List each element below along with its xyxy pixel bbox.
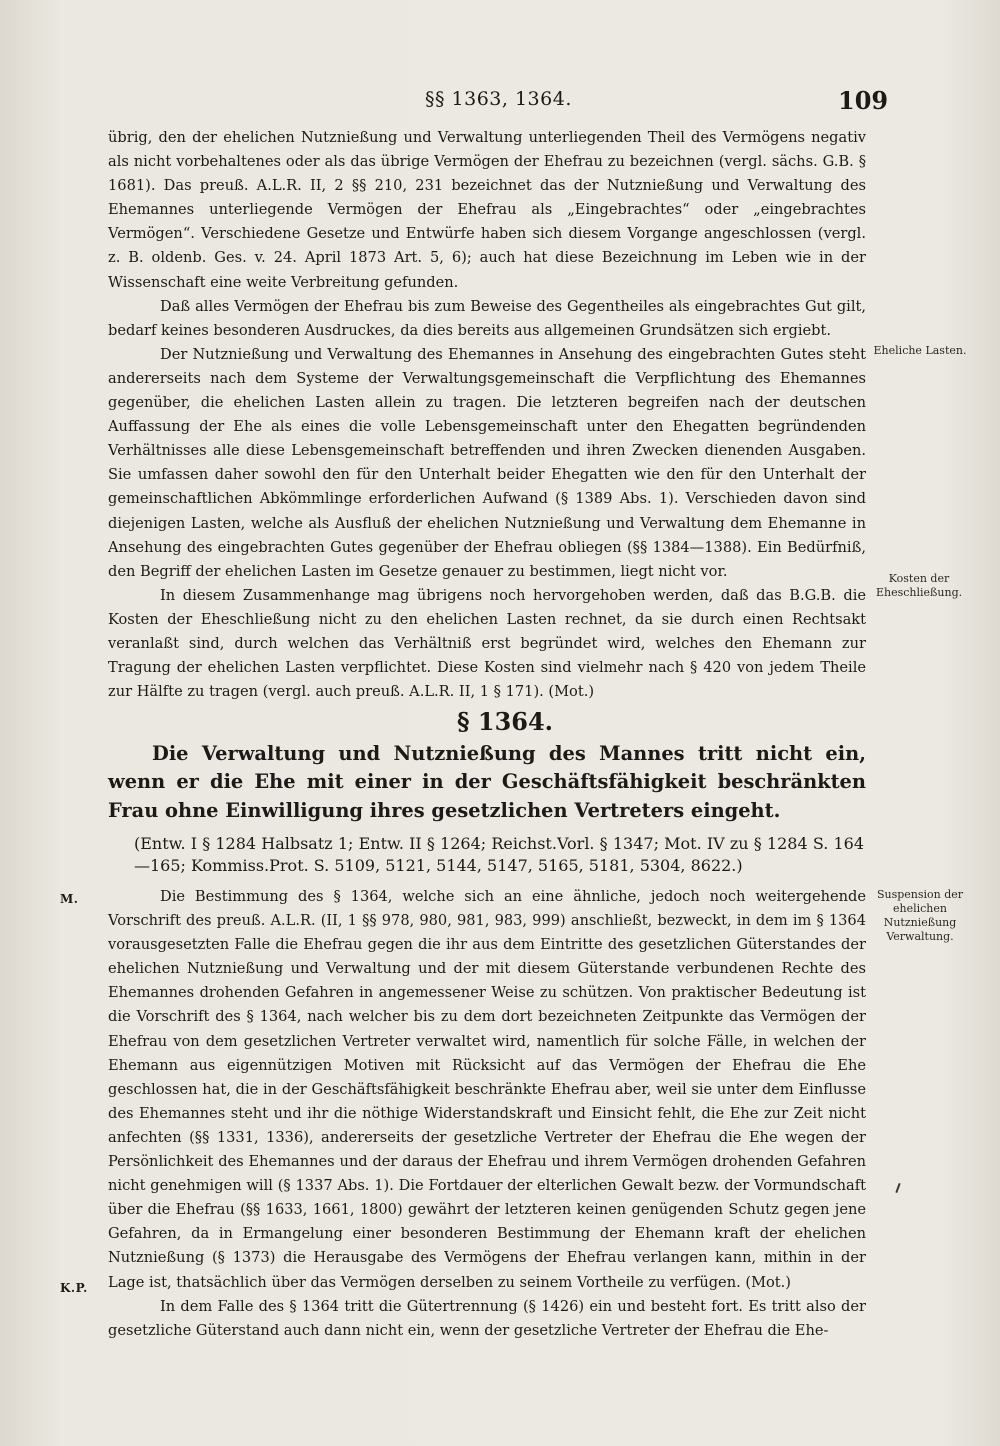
page-number: 109 [838, 86, 889, 115]
source-mark-m: M. [60, 892, 79, 906]
running-header [0, 88, 1000, 118]
legislative-references: (Entw. I § 1284 Halbsatz 1; Entw. II § 1264; Reichst.Vorl. § 1347; Mot. IV zu § 1284 S. 164—165; Kommiss.Prot. S. 5109, 5121, 5144, 5147, 5165, 5181, 5304, 8622.) [134, 834, 864, 875]
source-mark-kp: K.P. [60, 1281, 88, 1295]
section-1364-commentary [108, 885, 866, 1343]
paragraph: In dem Falle des § 1364 tritt die Gütertrennung (§ 1426) ein und besteht fort. Es tritt also der gesetzliche Güterstand auch dann nicht ein, wenn der gesetzliche Vertreter der Ehefrau die Ehe- [108, 1297, 866, 1339]
statute-text: Die Verwaltung und Nutznießung des Mannes tritt nicht ein, wenn er die Ehe mit einer in der Geschäftsfähigkeit beschränkten Frau ohne Einwilligung ihres gesetzlichen Vertreters eingeht. [108, 742, 866, 822]
ink-mark [895, 1183, 900, 1193]
paragraph: übrig, den der ehelichen Nutznießung und Verwaltung unterliegenden Theil des Vermögens negativ als nicht vorbehaltenes oder als das übrige Vermögen der Ehefrau zu bezeichnen (vergl. sächs. G.B. § 1681). Das preuß. A.L.R. II, 2 §§ 210, 231 bezeichnet das der Nutznießung und Verwaltung des Ehemannes unterliegende Vermögen der Ehefrau als „Eingebrachtes“ oder „eingebrachtes Vermögen“. Verschiedene Gesetze und Entwürfe haben sich diesem Vorgange angeschlossen (vergl. z. B. oldenb. Ges. v. 24. April 1873 Art. 5, 6); auch hat diese Bezeichnung im Leben wie in der Wissenschaft eine weite Verbreitung gefunden. [108, 129, 866, 291]
paragraph: Der Nutznießung und Verwaltung des Ehemannes in Ansehung des eingebrachten Gutes steht andererseits nach dem Systeme der Verwaltungsgemeinschaft die Verpflichtung des Ehemannes gegenüber, die ehelichen Lasten allein zu tragen. Die letzteren begreifen nach der deutschen Auffassung der Ehe als eines die volle Lebensgemeinschaft unter den Ehegatten begründenden Verhältnisses alle diese Lebensgemeinschaft betreffenden und ihren Zwecken dienenden Ausgaben. Sie umfassen daher sowohl den für den Unterhalt beider Ehegatten wie den für den Unterhalt der gemeinschaftlichen Abkömmlinge erforderlichen Aufwand (§ 1389 Abs. 1). Verschieden davon sind diejenigen Lasten, welche als Ausfluß der ehelichen Nutznießung und Verwaltung dem Ehemanne in Ansehung des eingebrachten Gutes gegenüber der Ehefrau obliegen (§§ 1384—1388). Ein Bedürfniß, den Begriff der ehelichen Lasten im Gesetze genauer zu bestimmen, liegt nicht vor. [108, 345, 866, 580]
margin-note-eheliche-lasten: Eheliche Lasten. [873, 344, 967, 357]
paragraph: Die Bestimmung des § 1364, welche sich an eine ähnliche, jedoch noch weitergehende Vorschrift des preuß. A.L.R. (II, 1 §§ 978, 980, 981, 983, 999) anschließt, bezweckt, in dem im § 1364 vorausgesetzten Falle die Ehefrau gegen die ihr aus dem Eintritte des gesetzlichen Güterstandes der ehelichen Nutznießung und Verwaltung und der mit diesem Güterstande verbundenen Rechte des Ehemannes drohenden Gefahren in angemessener Weise zu schützen. Von praktischer Bedeutung ist die Vorschrift des § 1364, nach welcher bis zu dem dort bezeichneten Zeitpunkte das Vermögen der Ehefrau von dem gesetzlichen Vertreter verwaltet wird, namentlich für solche Fälle, in welchen der Ehemann aus eigennützigen Motiven mit Rücksicht auf das Vermögen der Ehefrau die Ehe geschlossen hat, die in der Geschäftsfähigkeit beschränkte Ehefrau aber, weil sie unter dem Einflusse des Ehemannes steht und ihr die nöthige Widerstandskraft und Einsicht fehlt, die Ehe zur Zeit nicht anfechten (§§ 1331, 1336), andererseits der gesetzliche Vertreter der Ehefrau die Ehe wegen der Persönlichkeit des Ehemannes und der daraus der Ehefrau und ihrem Vermögen drohenden Gefahren nicht genehmigen will (§ 1337 Abs. 1). Die Fortdauer der elterlichen Gewalt bezw. der Vormundschaft über die Ehefrau (§§ 1633, 1661, 1800) gewährt der letzteren keinen genügenden Schutz gegen jene Gefahren, da in Ermangelung einer besonderen Bestimmung der Ehemann kraft der ehelichen Nutznießung (§ 1373) die Herausgabe des Vermögens der Ehefrau verlangen kann, mithin in der Lage ist, thatsächlich über das Vermögen derselben zu seinem Vortheile zu verfügen. (Mot.) [108, 888, 866, 1291]
section-1363-commentary [108, 126, 866, 704]
paragraph: In diesem Zusammenhange mag übrigens noch hervorgehoben werden, daß das B.G.B. die Kosten der Eheschließung nicht zu den ehelichen Lasten rechnet, da sie durch einen Rechtsakt veranlaßt sind, durch welchen das Verhältniß erst begründet wird, welches den Ehemann zur Tragung der ehelichen Lasten verpflichtet. Diese Kosten sind vielmehr nach § 420 von jedem Theile zur Hälfte zu tragen (vergl. auch preuß. A.L.R. II, 1 § 171). (Mot.) [108, 586, 866, 701]
section-heading: § 1364. [456, 707, 554, 736]
margin-note-kosten-eheschliessung: Kosten der Eheschließung. [876, 572, 963, 599]
paragraph: Daß alles Vermögen der Ehefrau bis zum Beweise des Gegentheiles als eingebrachtes Gut gilt, bedarf keines besonderen Ausdruckes, da dies bereits aus allgemeinen Grundsätzen sich ergiebt. [108, 297, 866, 339]
running-title: §§ 1363, 1364. [425, 88, 572, 110]
margin-note-suspension: Suspension der ehelichen Nutznießung Verwaltung. [876, 888, 964, 943]
